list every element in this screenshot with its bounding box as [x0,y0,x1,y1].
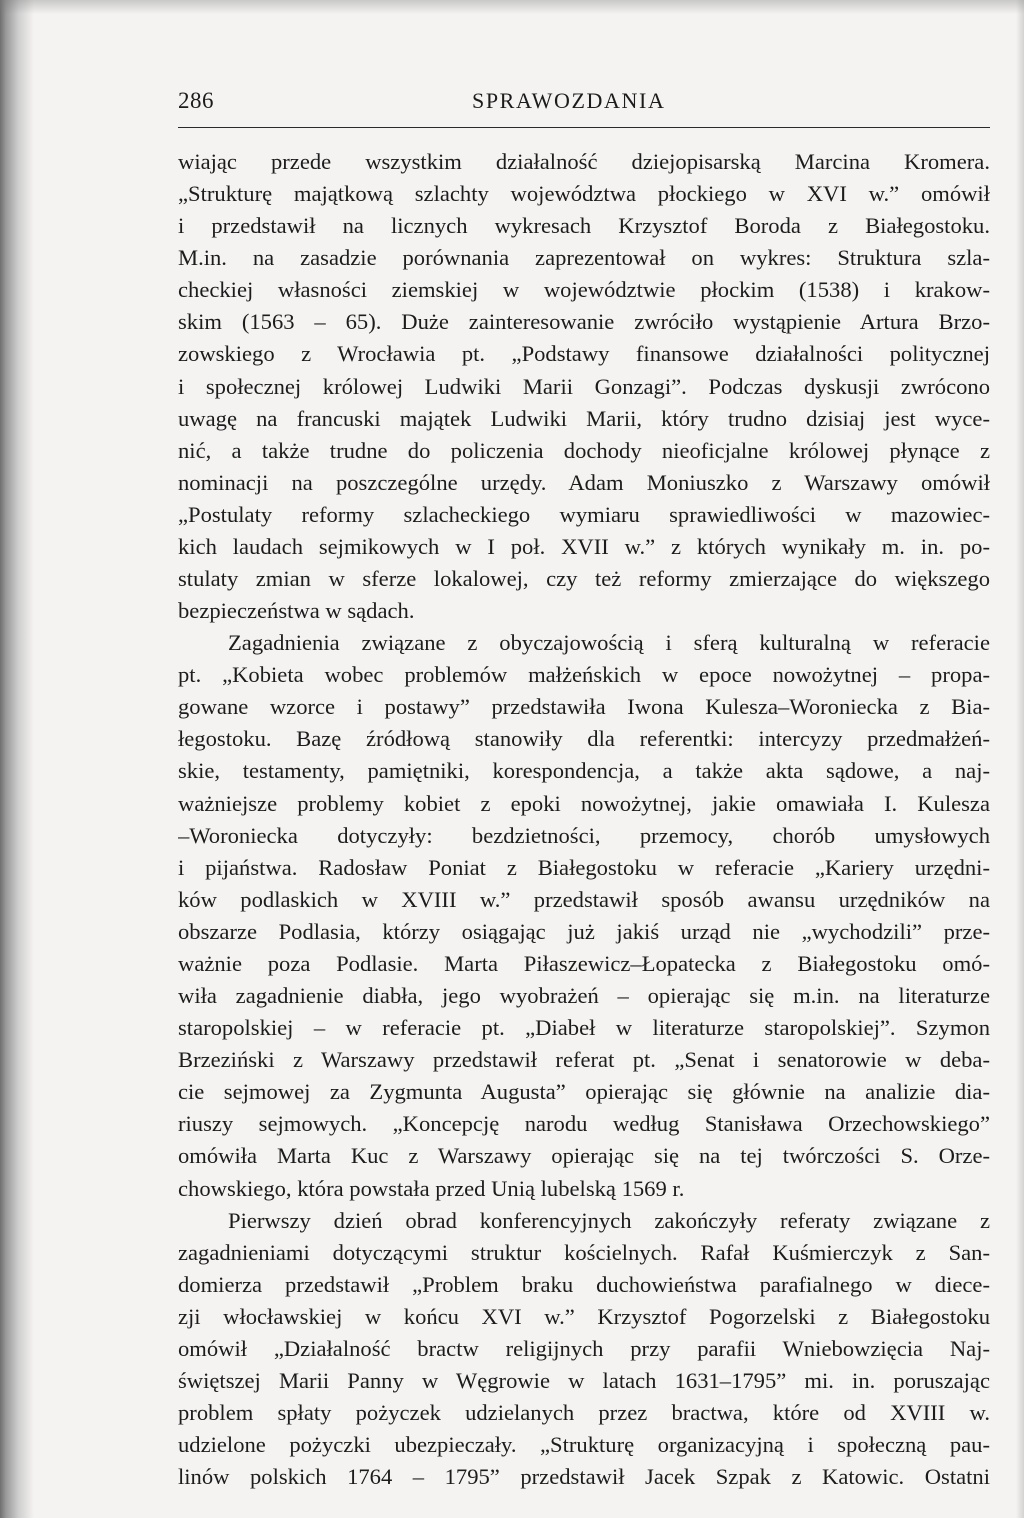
text-line: zagadnieniami dotyczącymi struktur kościelnych. Rafał Kuśmierczyk z San- [178,1239,990,1265]
text-line: riuszy sejmowych. „Koncepcję narodu według Stanisława Orzechowskiego” [178,1111,990,1137]
text-line: uwagę na francuski majątek Ludwiki Marii, który trudno dzisiaj jest wyce- [178,405,990,431]
top-edge-shadow [0,0,1024,14]
text-line: domierza przedstawił „Problem braku duchowieństwa parafialnego w diece- [178,1271,990,1297]
running-title: SPRAWOZDANIA [472,88,666,113]
text-line: wiając przede wszystkim działalność dziejopisarską Marcina Kromera. [178,149,990,174]
header-rule [178,127,990,128]
text-line: M.in. na zasadzie porównania zaprezentował on wykres: Struktura szla- [178,245,990,271]
text-line: i przedstawił na licznych wykresach Krzysztof Boroda z Białegostoku. [178,213,990,239]
text-line: i społecznej królowej Ludwiki Marii Gonzagi”. Podczas dyskusji zwrócono [178,373,990,399]
paragraph-start-line: Pierwszy dzień obrad konferencyjnych zakończyły referaty związane z [228,1207,990,1233]
text-line: świętszej Marii Panny w Węgrowie w latach 1631–1795” mi. in. poruszając [178,1367,990,1393]
text-line: stulaty zmian w sferze lokalowej, czy też reformy zmierzające do większego [178,566,990,592]
text-line: zji włocławskiej w końcu XVI w.” Krzysztof Pogorzelski z Białegostoku [178,1303,990,1329]
text-line: ważnie poza Podlasie. Marta Piłaszewicz–Łopatecka z Białegostoku omó- [178,950,990,976]
paragraph-end-line: chowskiego, która powstała przed Unią lubelską 1569 r. [178,1175,685,1201]
text-line: linów polskich 1764 – 1795” przedstawił Jacek Szpak z Katowic. Ostatni [178,1464,990,1490]
text-line: zowskiego z Wrocławia pt. „Podstawy finansowe działalności politycznej [178,341,990,367]
text-line: pt. „Kobieta wobec problemów małżeńskich w epoce nowożytnej – propa- [178,662,990,688]
text-line: ków podlaskich w XVIII w.” przedstawił sposób awansu urzędników na [178,886,990,912]
text-line: skie, testamenty, pamiętniki, korespondencja, a także akta sądowe, a naj- [178,758,990,784]
text-line: wiła zagadnienie diabła, jego wyobrażeń – opierając się m.in. na literaturze [178,983,990,1009]
text-line: checkiej własności ziemskiej w województwie płockim (1538) i krakow- [178,277,990,303]
text-line: omówił „Działalność bractw religijnych przy parafii Wniebowzięcia Naj- [178,1335,990,1361]
text-line: skim (1563 – 65). Duże zainteresowanie zwróciło wystąpienie Artura Brzo- [178,309,990,335]
right-edge-shadow [1016,0,1024,1518]
page-header [178,88,990,122]
text-line: cie sejmowej za Zygmunta Augusta” opierając się głównie na analizie dia- [178,1079,990,1105]
text-line: kich laudach sejmikowych w I poł. XVII w.” z których wynikały m. in. po- [178,533,990,559]
text-line: nić, a także trudne do policzenia dochody nieoficjalne królowej płynące z [178,437,990,463]
body-text [178,146,990,1493]
text-line: „Postulaty reformy szlacheckiego wymiaru sprawiedliwości w mazowiec- [178,501,990,527]
text-line: „Strukturę majątkową szlachty województwa płockiego w XVI w.” omówił [178,181,990,207]
text-line: udzielone pożyczki ubezpieczały. „Strukturę organizacyjną i społeczną pau- [178,1432,990,1458]
text-line: nominacji na poszczególne urzędy. Adam Moniuszko z Warszawy omówił [178,469,990,495]
text-line: gowane wzorce i postawy” przedstawiła Iwona Kulesza–Woroniecka z Bia- [178,694,990,720]
text-line: Brzeziński z Warszawy przedstawił referat pt. „Senat i senatorowie w deba- [178,1047,990,1073]
text-line: łegostoku. Bazę źródłową stanowiły dla referentki: intercyzy przedmałżeń- [178,726,990,752]
book-spine-shadow [0,0,34,1518]
text-line: –Woroniecka dotyczyły: bezdzietności, przemocy, chorób umysłowych [178,822,990,848]
text-line: obszarze Podlasia, którzy osiągając już jakiś urząd nie „wychodzili” prze- [178,918,990,944]
text-line: i pijaństwa. Radosław Poniat z Białegostoku w referacie „Kariery urzędni- [178,854,990,880]
paragraph-start-line: Zagadnienia związane z obyczajowością i sferą kulturalną w referacie [228,630,990,656]
text-line: ważniejsze problemy kobiet z epoki nowożytnej, jakie omawiała I. Kulesza [178,790,990,816]
text-line: omówiła Marta Kuc z Warszawy opierając się na tej twórczości S. Orze- [178,1143,990,1169]
text-line: problem spłaty pożyczek udzielanych przez bractwa, które od XVIII w. [178,1400,990,1426]
text-line: staropolskiej – w referacie pt. „Diabeł w literaturze staropolskiej”. Szymon [178,1015,990,1041]
page-number: 286 [178,88,214,113]
paragraph-end-line: bezpieczeństwa w sądach. [178,598,415,624]
